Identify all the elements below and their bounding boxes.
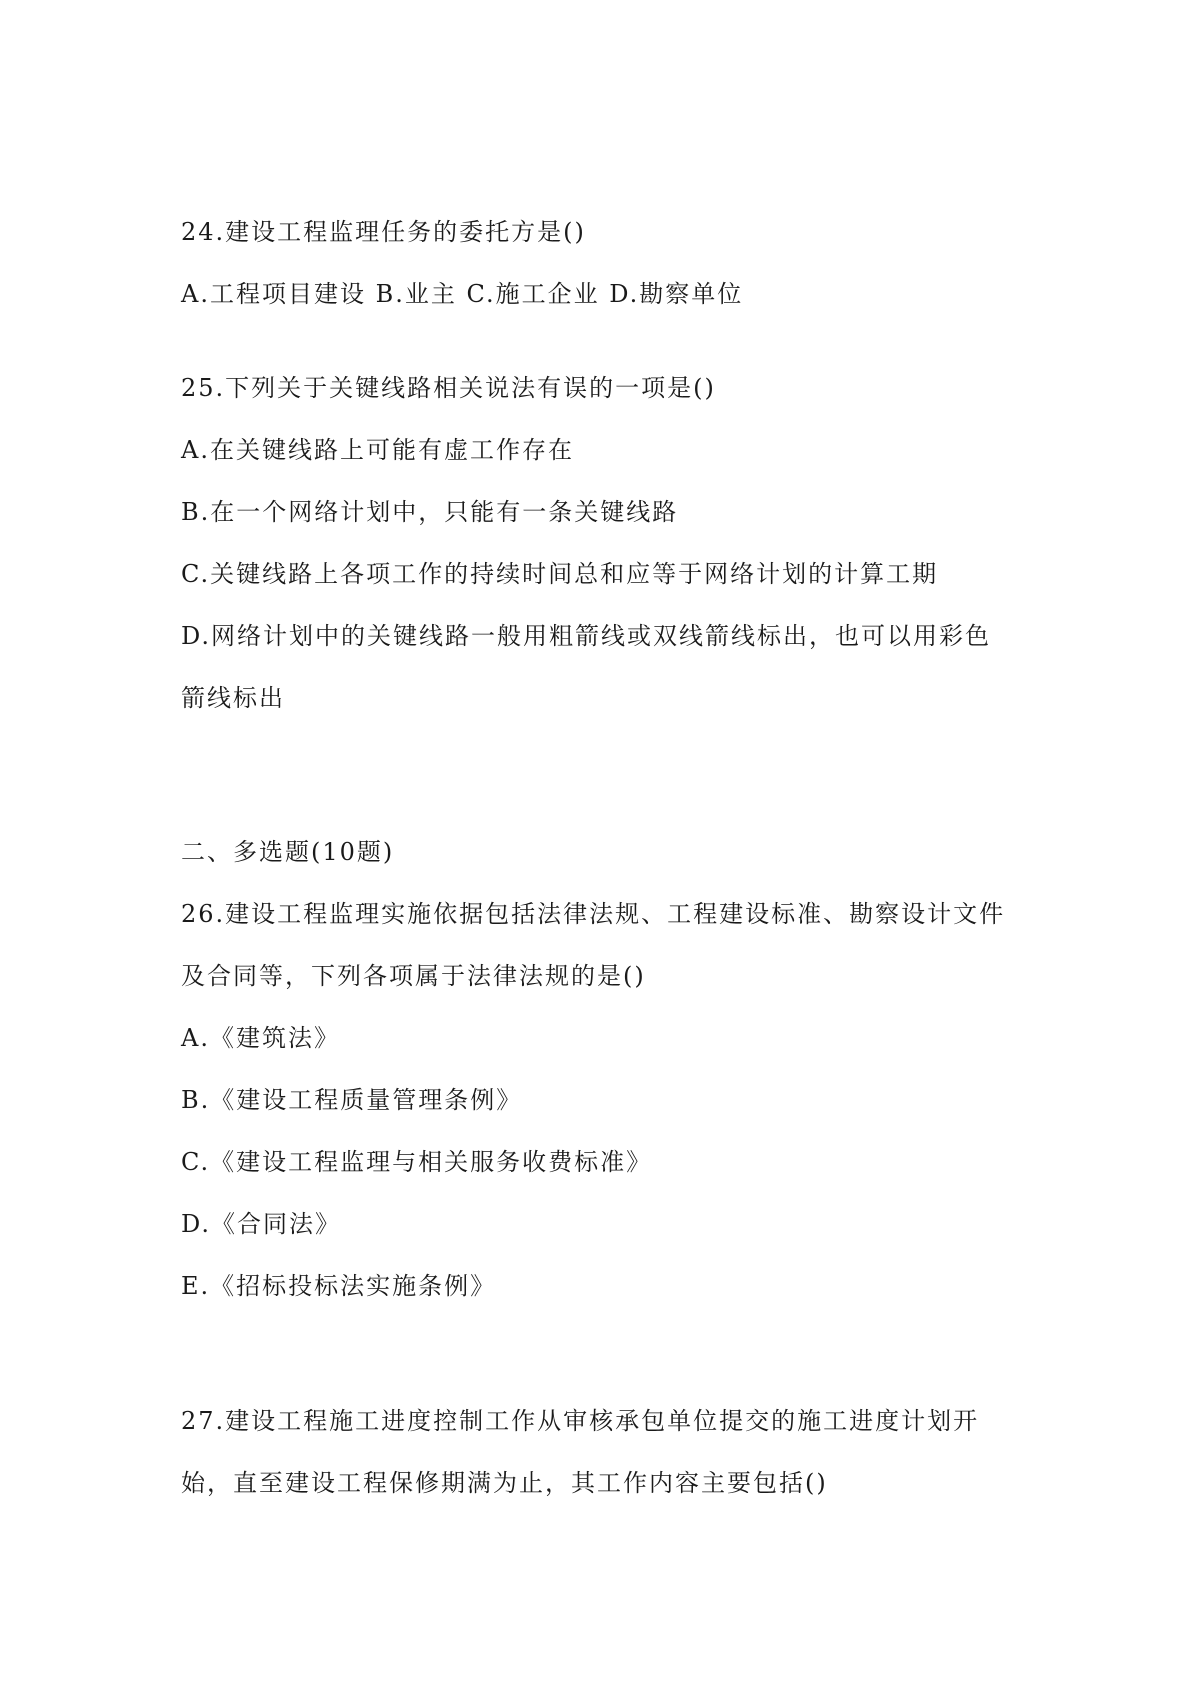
question-25-option-d-continued: 箭线标出 (181, 684, 285, 712)
question-26-option-a: A.《建筑法》 (181, 1024, 340, 1052)
question-26-option-e: E.《招标投标法实施条例》 (181, 1272, 497, 1300)
question-27-stem-continued: 始，直至建设工程保修期满为止，其工作内容主要包括() (181, 1469, 828, 1497)
question-24-options: A.工程项目建设 B.业主 C.施工企业 D.勘察单位 (181, 280, 744, 308)
question-25-option-c: C.关键线路上各项工作的持续时间总和应等于网络计划的计算工期 (181, 560, 939, 588)
question-26-stem: 26.建设工程监理实施依据包括法律法规、工程建设标准、勘察设计文件 (181, 900, 1006, 928)
question-26-option-c: C.《建设工程监理与相关服务收费标准》 (181, 1148, 653, 1176)
question-25-option-b: B.在一个网络计划中，只能有一条关键线路 (181, 498, 679, 526)
question-26-stem-continued: 及合同等，下列各项属于法律法规的是() (181, 962, 646, 990)
question-25-stem: 25.下列关于关键线路相关说法有误的一项是() (181, 374, 716, 402)
question-27-stem: 27.建设工程施工进度控制工作从审核承包单位提交的施工进度计划开 (181, 1407, 980, 1435)
question-26-option-d: D.《合同法》 (181, 1210, 342, 1238)
question-26-option-b: B.《建设工程质量管理条例》 (181, 1086, 523, 1114)
section-heading-multiple-choice: 二、多选题(10题) (181, 838, 395, 866)
question-25-option-a: A.在关键线路上可能有虚工作存在 (181, 436, 574, 464)
question-24-stem: 24.建设工程监理任务的委托方是() (181, 218, 586, 246)
question-25-option-d: D.网络计划中的关键线路一般用粗箭线或双线箭线标出，也可以用彩色 (181, 622, 992, 650)
